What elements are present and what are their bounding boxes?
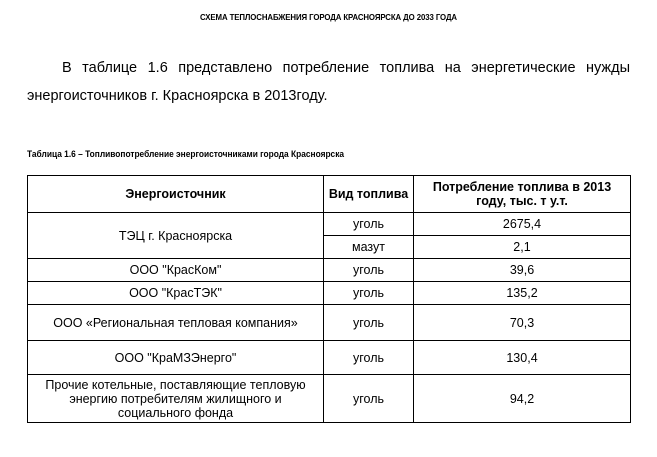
cell-fuel: уголь [324, 305, 414, 341]
cell-source: ООО "КрасТЭК" [28, 282, 324, 305]
cell-source: ООО «Региональная тепловая компания» [28, 305, 324, 341]
cell-fuel: уголь [324, 375, 414, 423]
header-fuel-consumption: Потребление топлива в 2013 году, тыс. т у.т. [414, 176, 631, 213]
table-row [28, 341, 631, 375]
cell-fuel: уголь [324, 282, 414, 305]
intro-paragraph-line-2: энергоисточников г. Красноярска в 2013году. [27, 88, 328, 104]
cell-fuel: мазут [324, 236, 414, 259]
cell-source: ООО "КраМЗЭнерго" [28, 341, 324, 375]
table-row [28, 282, 631, 305]
table-caption: Таблица 1.6 – Топливопотребление энергоисточниками города Красноярска [27, 149, 345, 160]
cell-value: 130,4 [414, 341, 631, 375]
document-header: СХЕМА ТЕПЛОСНАБЖЕНИЯ ГОРОДА КРАСНОЯРСКА ДО 2033 ГОДА [200, 12, 457, 22]
cell-fuel: уголь [324, 213, 414, 236]
cell-value: 39,6 [414, 259, 631, 282]
intro-paragraph [27, 54, 630, 110]
table-row [28, 305, 631, 341]
intro-paragraph-line-1: В таблице 1.6 представлено потребление топлива на энергетические нужды [62, 60, 630, 76]
cell-value: 2675,4 [414, 213, 631, 236]
cell-value: 70,3 [414, 305, 631, 341]
cell-fuel: уголь [324, 259, 414, 282]
cell-source: Прочие котельные, поставляющие тепловую энергию потребителям жилищного и социального фонда [28, 375, 324, 423]
table-row [28, 259, 631, 282]
cell-value: 135,2 [414, 282, 631, 305]
header-energy-source: Энергоисточник [28, 176, 324, 213]
table-header-row [28, 176, 631, 213]
header-fuel-type: Вид топлива [324, 176, 414, 213]
table-row [28, 375, 631, 423]
cell-source: ООО "КрасКом" [28, 259, 324, 282]
cell-source: ТЭЦ г. Красноярска [28, 213, 324, 259]
fuel-consumption-table [27, 175, 631, 423]
cell-fuel: уголь [324, 341, 414, 375]
table-row [28, 213, 631, 236]
cell-value: 2,1 [414, 236, 631, 259]
cell-value: 94,2 [414, 375, 631, 423]
